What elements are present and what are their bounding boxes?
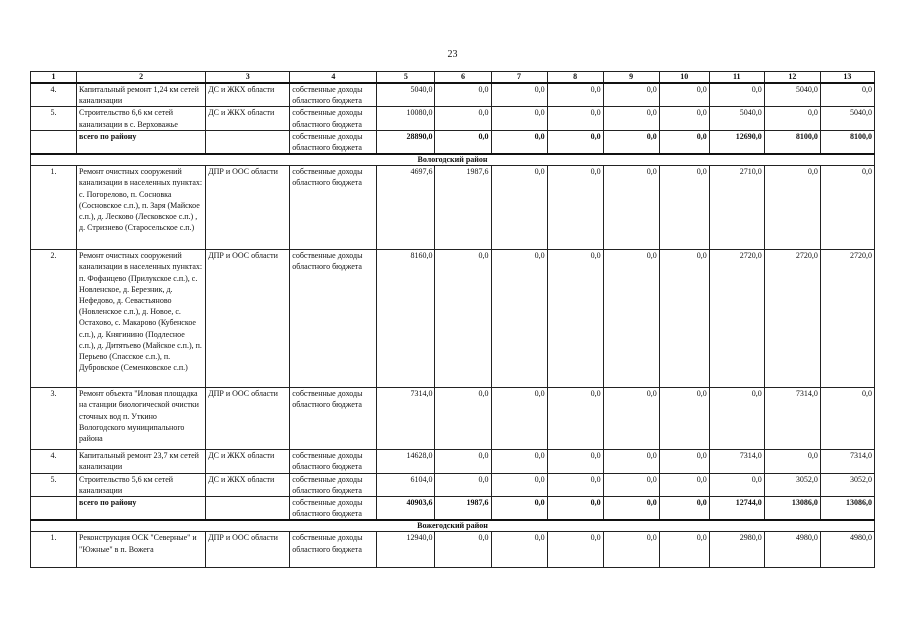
amount-cell: 2720,0	[764, 250, 820, 388]
amount-cell: 0,0	[491, 130, 547, 154]
amount-cell: 0,0	[659, 130, 709, 154]
amount-cell: 0,0	[491, 166, 547, 250]
table-row	[31, 473, 875, 496]
amount-cell: 0,0	[709, 473, 764, 496]
event-name: всего по району	[77, 497, 206, 521]
table-header-row	[31, 72, 875, 84]
column-number-header: 3	[206, 72, 290, 84]
amount-cell: 40903,6	[377, 497, 435, 521]
table-row	[31, 450, 875, 473]
amount-cell: 0,0	[435, 388, 491, 450]
amount-cell: 0,0	[547, 532, 603, 568]
amount-cell: 0,0	[547, 166, 603, 250]
amount-cell: 0,0	[491, 250, 547, 388]
row-number: 3.	[31, 388, 77, 450]
amount-cell: 0,0	[659, 107, 709, 130]
amount-cell: 13086,0	[820, 497, 874, 521]
amount-cell: 0,0	[435, 250, 491, 388]
row-number: 1.	[31, 166, 77, 250]
amount-cell: 0,0	[603, 450, 659, 473]
event-name: всего по району	[77, 130, 206, 154]
district-name: Вологодский район	[31, 154, 875, 166]
amount-cell: 5040,0	[764, 83, 820, 107]
responsible-body	[206, 497, 290, 521]
district-total-row	[31, 130, 875, 154]
amount-cell: 0,0	[547, 497, 603, 521]
amount-cell: 0,0	[659, 388, 709, 450]
amount-cell: 0,0	[603, 497, 659, 521]
event-name: Ремонт очистных сооружений канализации в населенных пунктах: с. Погорелово, п. Сосновка (Сосновское с.п.), п. Заря (Майское с.п.), д. Лесково (Лесковское с.п.) , д. Стризнево (Старосельское с.п.)	[77, 166, 206, 250]
amount-cell: 0,0	[435, 532, 491, 568]
amount-cell: 0,0	[603, 166, 659, 250]
column-number-header: 12	[764, 72, 820, 84]
amount-cell: 0,0	[435, 83, 491, 107]
funding-source: собственные доходы областного бюджета	[290, 532, 377, 568]
funding-source: собственные доходы областного бюджета	[290, 130, 377, 154]
column-number-header: 11	[709, 72, 764, 84]
amount-cell: 4980,0	[820, 532, 874, 568]
amount-cell: 8100,0	[764, 130, 820, 154]
event-name: Строительство 6,6 км сетей канализации в с. Верховажье	[77, 107, 206, 130]
amount-cell: 6104,0	[377, 473, 435, 496]
amount-cell: 0,0	[491, 450, 547, 473]
table-row	[31, 166, 875, 250]
column-number-header: 10	[659, 72, 709, 84]
amount-cell: 0,0	[764, 166, 820, 250]
amount-cell: 2720,0	[709, 250, 764, 388]
responsible-body: ДС и ЖКХ области	[206, 450, 290, 473]
amount-cell: 0,0	[709, 388, 764, 450]
amount-cell: 0,0	[603, 83, 659, 107]
amount-cell: 0,0	[820, 388, 874, 450]
amount-cell: 0,0	[547, 250, 603, 388]
amount-cell: 28890,0	[377, 130, 435, 154]
funding-source: собственные доходы областного бюджета	[290, 166, 377, 250]
amount-cell: 0,0	[491, 473, 547, 496]
column-number-header: 4	[290, 72, 377, 84]
table-row	[31, 250, 875, 388]
row-number: 2.	[31, 250, 77, 388]
column-number-header: 5	[377, 72, 435, 84]
amount-cell: 0,0	[491, 388, 547, 450]
funding-source: собственные доходы областного бюджета	[290, 388, 377, 450]
event-name: Реконструкция ОСК "Северные" и "Южные" в п. Вожега	[77, 532, 206, 568]
column-number-header: 6	[435, 72, 491, 84]
table-row	[31, 107, 875, 130]
amount-cell: 0,0	[659, 450, 709, 473]
amount-cell: 0,0	[659, 532, 709, 568]
responsible-body: ДПР и ООС области	[206, 166, 290, 250]
amount-cell: 7314,0	[377, 388, 435, 450]
district-section-row	[31, 520, 875, 532]
responsible-body: ДПР и ООС области	[206, 388, 290, 450]
district-name: Вожегодский район	[31, 520, 875, 532]
table-row	[31, 83, 875, 107]
event-name: Капитальный ремонт 1,24 км сетей канализации	[77, 83, 206, 107]
amount-cell: 0,0	[547, 388, 603, 450]
amount-cell: 0,0	[491, 532, 547, 568]
responsible-body: ДС и ЖКХ области	[206, 473, 290, 496]
amount-cell: 7314,0	[820, 450, 874, 473]
event-name: Ремонт очистных сооружений канализации в населенных пунктах: п. Фофанцево (Прилукское с.п.), с. Новленское, д. Березник, д. Нефедово, д. Севастьяново (Новленское с.п.), д. Новое, с. Остахово, с. Макарово (Кубенское с.п.), д. Княгинино (Подлесное с.п.), д. Дитятьево (Майское с.п.), п. Перьево (Спасское с.п.), п. Дубровское (Семенковское с.п.)	[77, 250, 206, 388]
responsible-body	[206, 130, 290, 154]
amount-cell: 2980,0	[709, 532, 764, 568]
amount-cell: 0,0	[764, 450, 820, 473]
amount-cell: 0,0	[547, 83, 603, 107]
amount-cell: 0,0	[820, 166, 874, 250]
column-number-header: 9	[603, 72, 659, 84]
amount-cell: 2710,0	[709, 166, 764, 250]
amount-cell: 0,0	[491, 107, 547, 130]
amount-cell: 4980,0	[764, 532, 820, 568]
district-section-row	[31, 154, 875, 166]
table-row	[31, 388, 875, 450]
amount-cell: 0,0	[547, 473, 603, 496]
amount-cell: 0,0	[659, 83, 709, 107]
amount-cell: 0,0	[603, 250, 659, 388]
amount-cell: 0,0	[547, 107, 603, 130]
funding-source: собственные доходы областного бюджета	[290, 473, 377, 496]
column-number-header: 7	[491, 72, 547, 84]
funding-source: собственные доходы областного бюджета	[290, 497, 377, 521]
amount-cell: 7314,0	[709, 450, 764, 473]
amount-cell: 0,0	[435, 473, 491, 496]
table-row	[31, 532, 875, 568]
amount-cell: 0,0	[659, 497, 709, 521]
amount-cell: 7314,0	[764, 388, 820, 450]
amount-cell: 3052,0	[820, 473, 874, 496]
amount-cell: 4697,6	[377, 166, 435, 250]
amount-cell: 0,0	[603, 107, 659, 130]
amount-cell: 1987,6	[435, 166, 491, 250]
amount-cell: 0,0	[603, 532, 659, 568]
amount-cell: 0,0	[435, 450, 491, 473]
responsible-body: ДС и ЖКХ области	[206, 107, 290, 130]
amount-cell: 14628,0	[377, 450, 435, 473]
amount-cell: 12940,0	[377, 532, 435, 568]
amount-cell: 5040,0	[709, 107, 764, 130]
amount-cell: 3052,0	[764, 473, 820, 496]
responsible-body: ДПР и ООС области	[206, 532, 290, 568]
column-number-header: 2	[77, 72, 206, 84]
amount-cell: 0,0	[659, 166, 709, 250]
row-number: 4.	[31, 450, 77, 473]
amount-cell: 0,0	[547, 450, 603, 473]
amount-cell: 0,0	[709, 83, 764, 107]
amount-cell: 0,0	[659, 250, 709, 388]
amount-cell: 0,0	[435, 130, 491, 154]
funding-source: собственные доходы областного бюджета	[290, 107, 377, 130]
responsible-body: ДПР и ООС области	[206, 250, 290, 388]
amount-cell: 13086,0	[764, 497, 820, 521]
event-name: Капитальный ремонт 23,7 км сетей канализации	[77, 450, 206, 473]
row-number	[31, 130, 77, 154]
amount-cell: 8100,0	[820, 130, 874, 154]
funding-source: собственные доходы областного бюджета	[290, 250, 377, 388]
event-name: Строительство 5,6 км сетей канализации	[77, 473, 206, 496]
row-number: 5.	[31, 473, 77, 496]
budget-table	[30, 71, 875, 568]
responsible-body: ДС и ЖКХ области	[206, 83, 290, 107]
amount-cell: 0,0	[435, 107, 491, 130]
row-number: 5.	[31, 107, 77, 130]
amount-cell: 5040,0	[820, 107, 874, 130]
row-number: 1.	[31, 532, 77, 568]
amount-cell: 12744,0	[709, 497, 764, 521]
column-number-header: 8	[547, 72, 603, 84]
row-number: 4.	[31, 83, 77, 107]
column-number-header: 1	[31, 72, 77, 84]
column-number-header: 13	[820, 72, 874, 84]
page-number: 23	[447, 49, 458, 60]
amount-cell: 0,0	[491, 83, 547, 107]
amount-cell: 1987,6	[435, 497, 491, 521]
amount-cell: 8160,0	[377, 250, 435, 388]
amount-cell: 5040,0	[377, 83, 435, 107]
amount-cell: 10080,0	[377, 107, 435, 130]
amount-cell: 0,0	[764, 107, 820, 130]
row-number	[31, 497, 77, 521]
amount-cell: 0,0	[603, 130, 659, 154]
amount-cell: 0,0	[547, 130, 603, 154]
amount-cell: 0,0	[603, 388, 659, 450]
amount-cell: 0,0	[603, 473, 659, 496]
amount-cell: 12690,0	[709, 130, 764, 154]
amount-cell: 0,0	[491, 497, 547, 521]
district-total-row	[31, 497, 875, 521]
amount-cell: 0,0	[820, 83, 874, 107]
funding-source: собственные доходы областного бюджета	[290, 450, 377, 473]
amount-cell: 0,0	[659, 473, 709, 496]
event-name: Ремонт объекта "Иловая площадка на станции биологической очистки сточных вод п. Уткино Вологодского муниципального района	[77, 388, 206, 450]
funding-source: собственные доходы областного бюджета	[290, 83, 377, 107]
amount-cell: 2720,0	[820, 250, 874, 388]
